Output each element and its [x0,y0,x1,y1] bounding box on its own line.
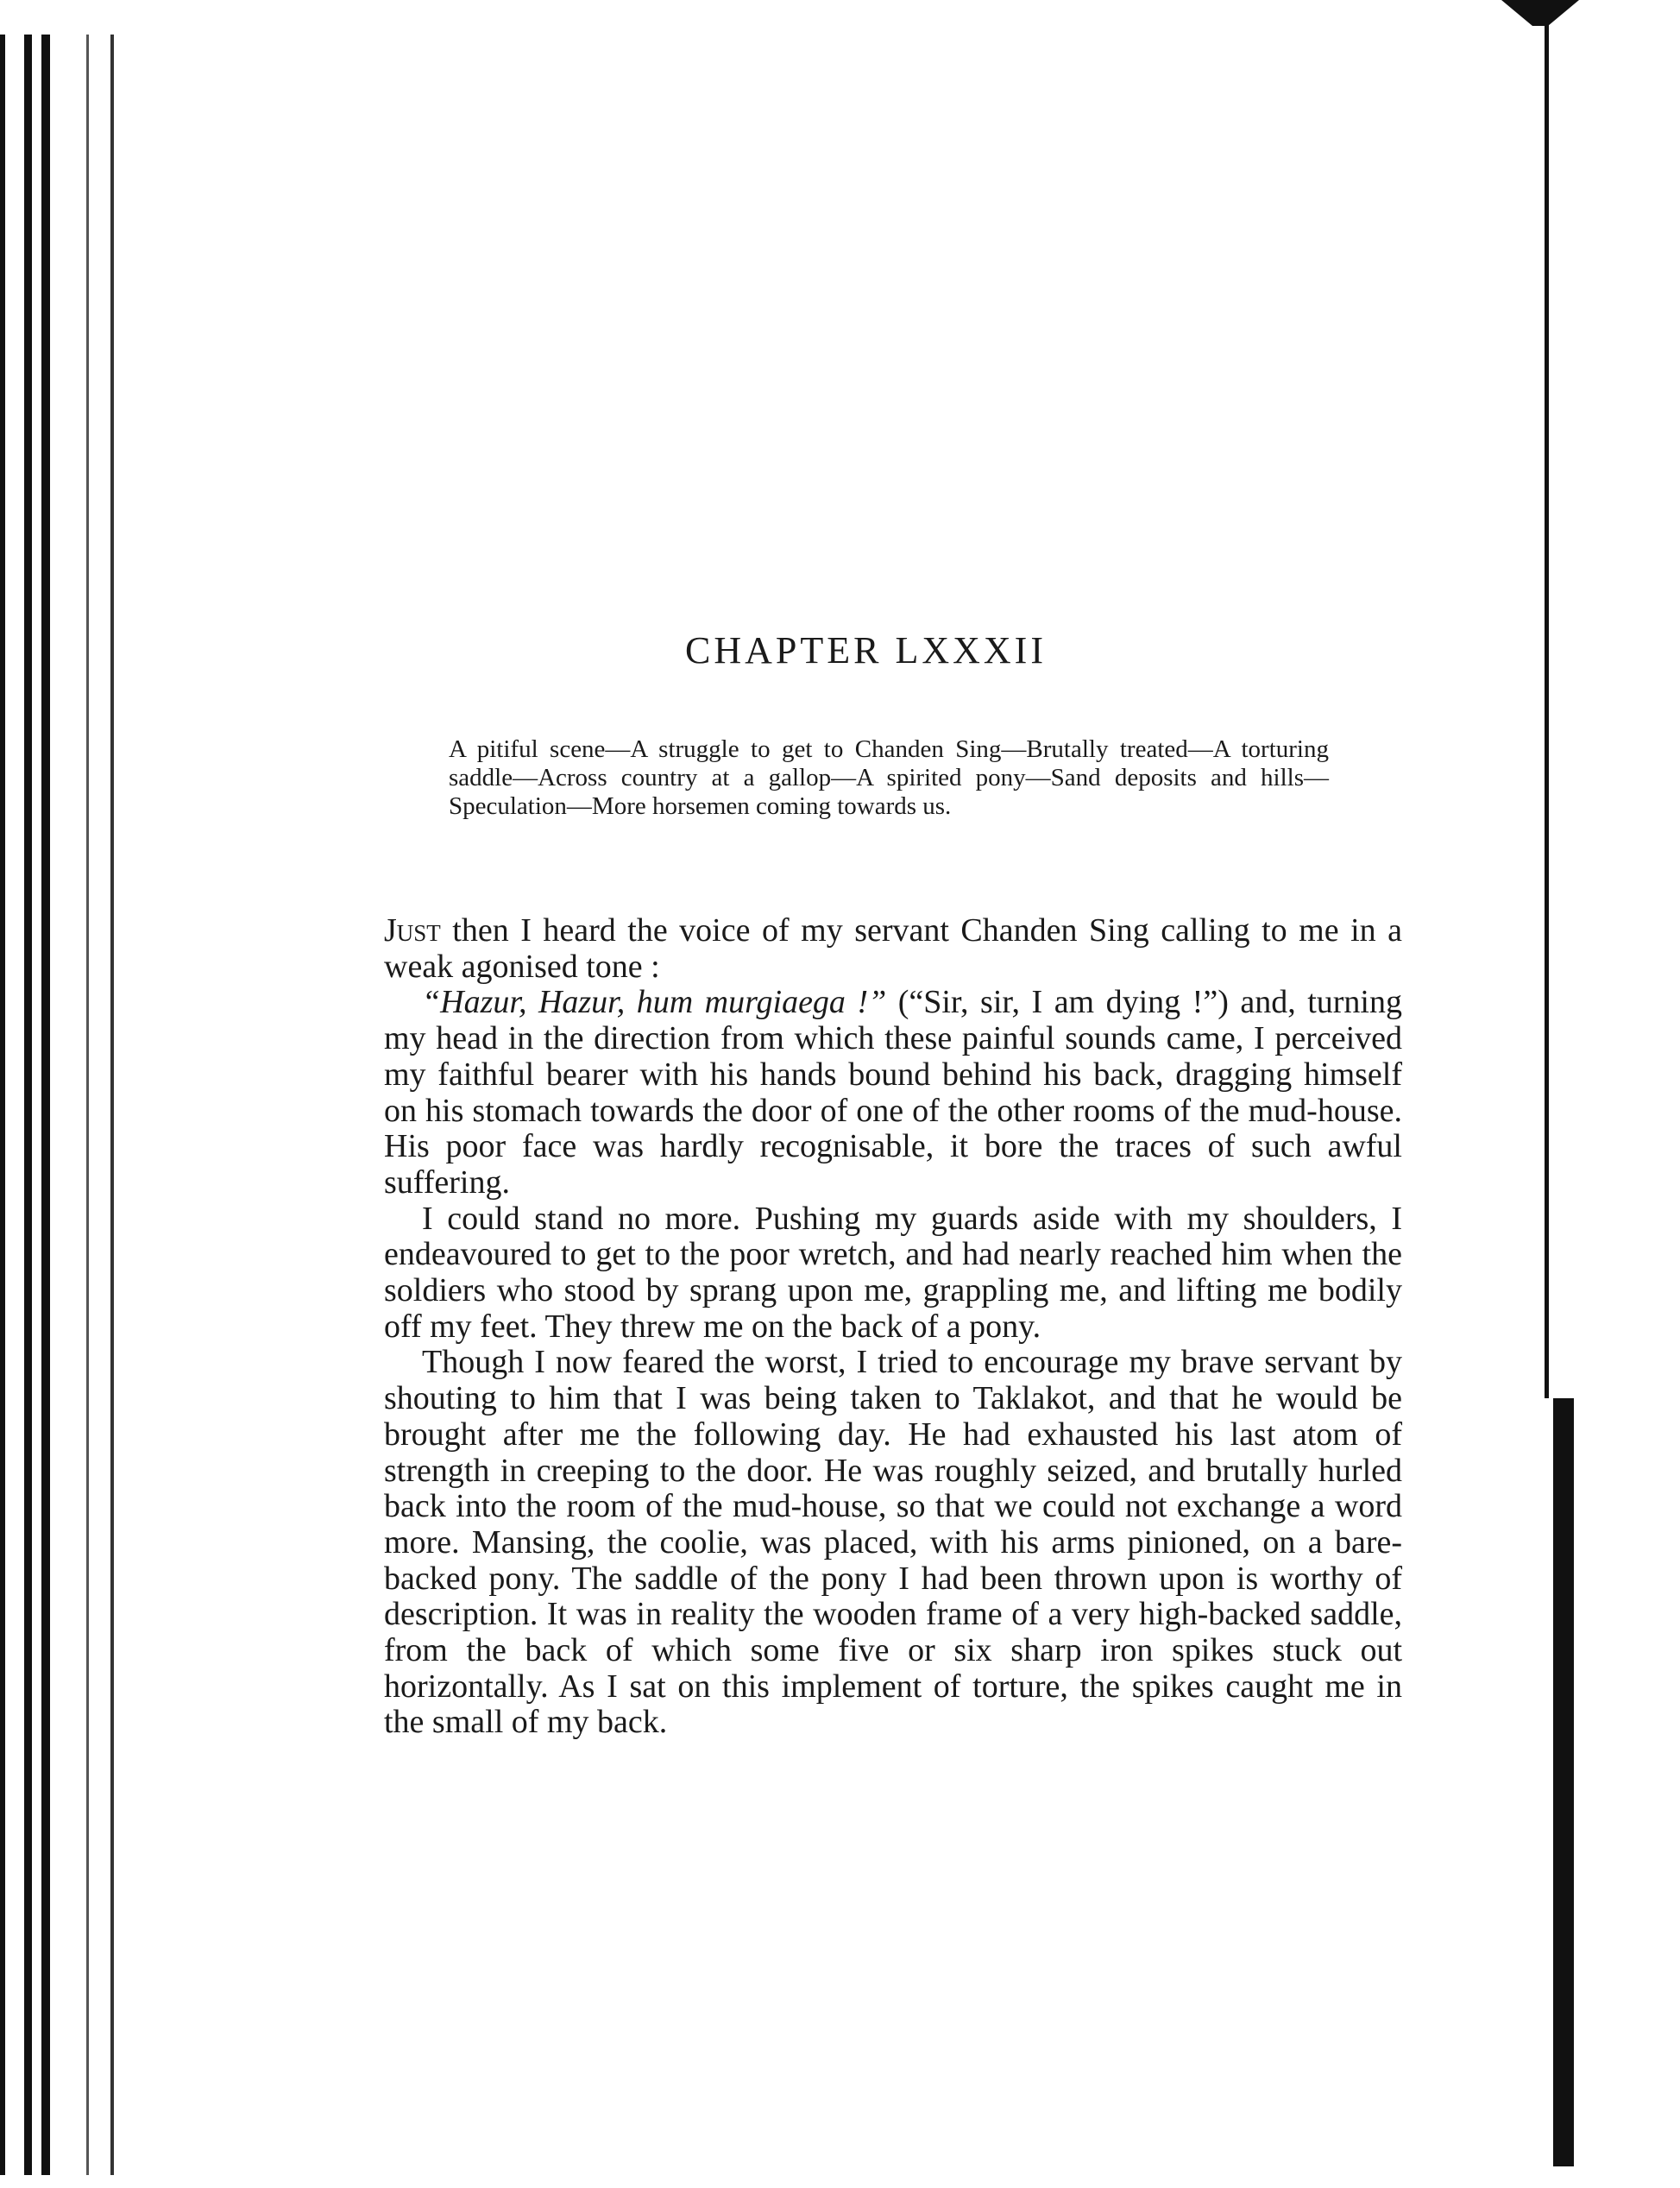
paragraph [384,985,1402,1201]
quoted-speech: “Hazur, Hazur, hum murgiaega !” [422,984,887,1021]
page-edge-line [1545,17,1549,1398]
paragraph-text: (“Sir, sir, I am dying !”) and, turning my head in the direction from which these painful sounds came, I perceived my faithful bearer with his hands bound behind his back, dragging himself on his stomach towards the door of one of the other rooms of the mud-house. His poor face was hardly recognisable, it bore the traces of such awful suffering. [384,984,1402,1201]
opening-word: Just [384,912,441,949]
binding-edge [0,0,129,2188]
page-edge-shadow [1553,1398,1574,2166]
paragraph-text: then I heard the voice of my servant Chanden Sing calling to me in a weak agonised tone : [384,912,1402,985]
binding-edge-line [24,35,32,2175]
paragraph [384,913,1402,985]
chapter-title: CHAPTER LXXXII [685,629,1047,672]
paragraph: I could stand no more. Pushing my guards aside with my shoulders, I endeavoured to get to the poor wretch, and had nearly reached him when the soldiers who stood by sprang upon me, grappling me, and lifting me bodily off my feet. They threw me on the back of a pony. [384,1200,1402,1345]
binding-edge-line [0,35,5,2175]
binding-edge-line [41,35,50,2175]
binding-edge-line [110,35,114,2175]
chapter-body [384,913,1402,1741]
binding-edge-line [86,35,89,2175]
page-edge-mark [1501,0,1579,26]
page-edge [1450,0,1680,2188]
chapter-summary: A pitiful scene—A struggle to get to Chanden Sing—Brutally treated—A torturing saddle—Across country at a gallop—A spirited pony—Sand deposits and hills—Speculation—More horsemen coming towards us. [449,735,1329,820]
paragraph: Though I now feared the worst, I tried to encourage my brave servant by shouting to him that I was being taken to Taklakot, and that he would be brought after me the following day. He had exhausted his last atom of strength in creeping to the door. He was roughly seized, and brutally hurled back into the room of the mud-house, so that we could not exchange a word more. Mansing, the coolie, was placed, with his arms pinioned, on a bare-backed pony. The saddle of the pony I had been thrown upon is worthy of description. It was in reality the wooden frame of a very high-backed saddle, from the back of which some five or six sharp iron spikes stuck out horizontally. As I sat on this implement of torture, the spikes caught me in the small of my back. [384,1344,1402,1741]
